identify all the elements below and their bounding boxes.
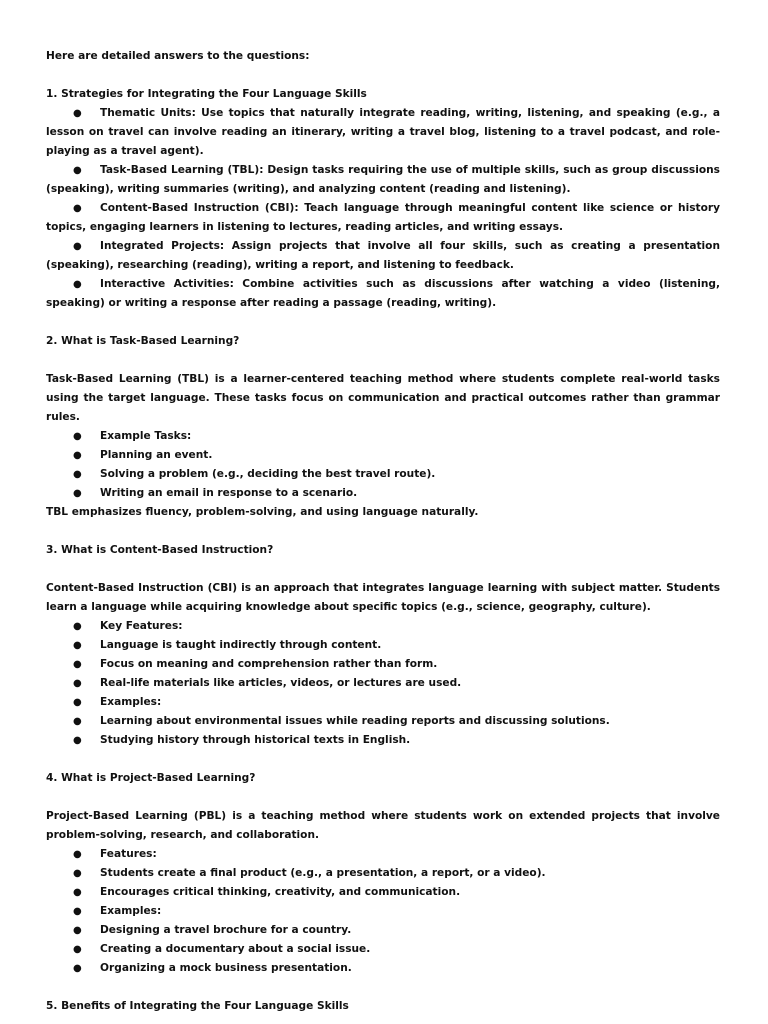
bullet-icon: ● [73,963,82,974]
list-item: ● Studying history through historical texts in English. [46,731,720,750]
list-item: ● Designing a travel brochure for a country. [46,921,720,940]
bullet-icon: ● [73,906,82,917]
section-2-paragraph: Task-Based Learning (TBL) is a learner-centered teaching method where students complete real-world tasks using the target language. These tasks focus on communication and practical outcomes rather than grammar rules. [46,373,720,423]
bullet-icon: ● [73,279,82,290]
list-item: ● Example Tasks: [46,427,720,446]
document-page [46,47,720,1016]
bullet-icon: ● [73,165,82,176]
bullet-icon: ● [73,944,82,955]
list-item: ● Content-Based Instruction (CBI): Teach language through meaningful content like science or history topics, engaging learners in listening to lectures, reading articles, and writing essays. [46,199,720,237]
bullet-icon: ● [73,716,82,727]
list-item: ● Key Features: [46,617,720,636]
list-item: ● Real-life materials like articles, videos, or lectures are used. [46,674,720,693]
list-item: ● Task-Based Learning (TBL): Design tasks requiring the use of multiple skills, such as group discussions (speaking), writing summaries (writing), and analyzing content (reading and listening). [46,161,720,199]
bullet-icon: ● [73,849,82,860]
section-1-heading: 1. Strategies for Integrating the Four Language Skills [46,88,367,100]
section-3-paragraph: Content-Based Instruction (CBI) is an approach that integrates language learning with subject matter. Students learn a language while acquiring knowledge about specific topics (e.g., science, geography, culture). [46,582,720,613]
bullet-icon: ● [73,450,82,461]
section-2-heading: 2. What is Task-Based Learning? [46,335,240,347]
list-item: ● Students create a final product (e.g., a presentation, a report, or a video). [46,864,720,883]
bullet-icon: ● [73,868,82,879]
list-item: ● Organizing a mock business presentation. [46,959,720,978]
bullet-icon: ● [73,108,82,119]
list-item: ● Solving a problem (e.g., deciding the best travel route). [46,465,720,484]
bullet-icon: ● [73,640,82,651]
bullet-icon: ● [73,621,82,632]
list-item: ● Examples: [46,693,720,712]
section-2-closing: TBL emphasizes fluency, problem-solving, and using language naturally. [46,506,479,518]
list-item: ● Learning about environmental issues while reading reports and discussing solutions. [46,712,720,731]
section-5-heading: 5. Benefits of Integrating the Four Language Skills [46,1000,349,1012]
list-item: ● Thematic Units: Use topics that naturally integrate reading, writing, listening, and speaking (e.g., a lesson on travel can involve reading an itinerary, writing a travel blog, listening to a travel podcast, and role-playing as a travel agent). [46,104,720,161]
list-item: ● Writing an email in response to a scenario. [46,484,720,503]
list-item: ● Examples: [46,902,720,921]
bullet-icon: ● [73,431,82,442]
list-item: ● Features: [46,845,720,864]
section-3-heading: 3. What is Content-Based Instruction? [46,544,274,556]
section-4-heading: 4. What is Project-Based Learning? [46,772,256,784]
list-item: ● Focus on meaning and comprehension rather than form. [46,655,720,674]
bullet-icon: ● [73,887,82,898]
bullet-icon: ● [73,469,82,480]
bullet-icon: ● [73,697,82,708]
bullet-icon: ● [73,488,82,499]
list-item: ● Planning an event. [46,446,720,465]
section-4-paragraph: Project-Based Learning (PBL) is a teaching method where students work on extended projects that involve problem-solving, research, and collaboration. [46,810,720,841]
list-item: ● Interactive Activities: Combine activities such as discussions after watching a video (listening, speaking) or writing a response after reading a passage (reading, writing). [46,275,720,313]
bullet-icon: ● [73,203,82,214]
bullet-icon: ● [73,925,82,936]
list-item: ● Integrated Projects: Assign projects that involve all four skills, such as creating a presentation (speaking), researching (reading), writing a report, and listening to feedback. [46,237,720,275]
bullet-icon: ● [73,659,82,670]
bullet-icon: ● [73,241,82,252]
list-item: ● Creating a documentary about a social issue. [46,940,720,959]
bullet-icon: ● [73,735,82,746]
intro-text: Here are detailed answers to the questions: [46,50,310,62]
bullet-icon: ● [73,678,82,689]
list-item: ● Encourages critical thinking, creativity, and communication. [46,883,720,902]
list-item: ● Language is taught indirectly through content. [46,636,720,655]
